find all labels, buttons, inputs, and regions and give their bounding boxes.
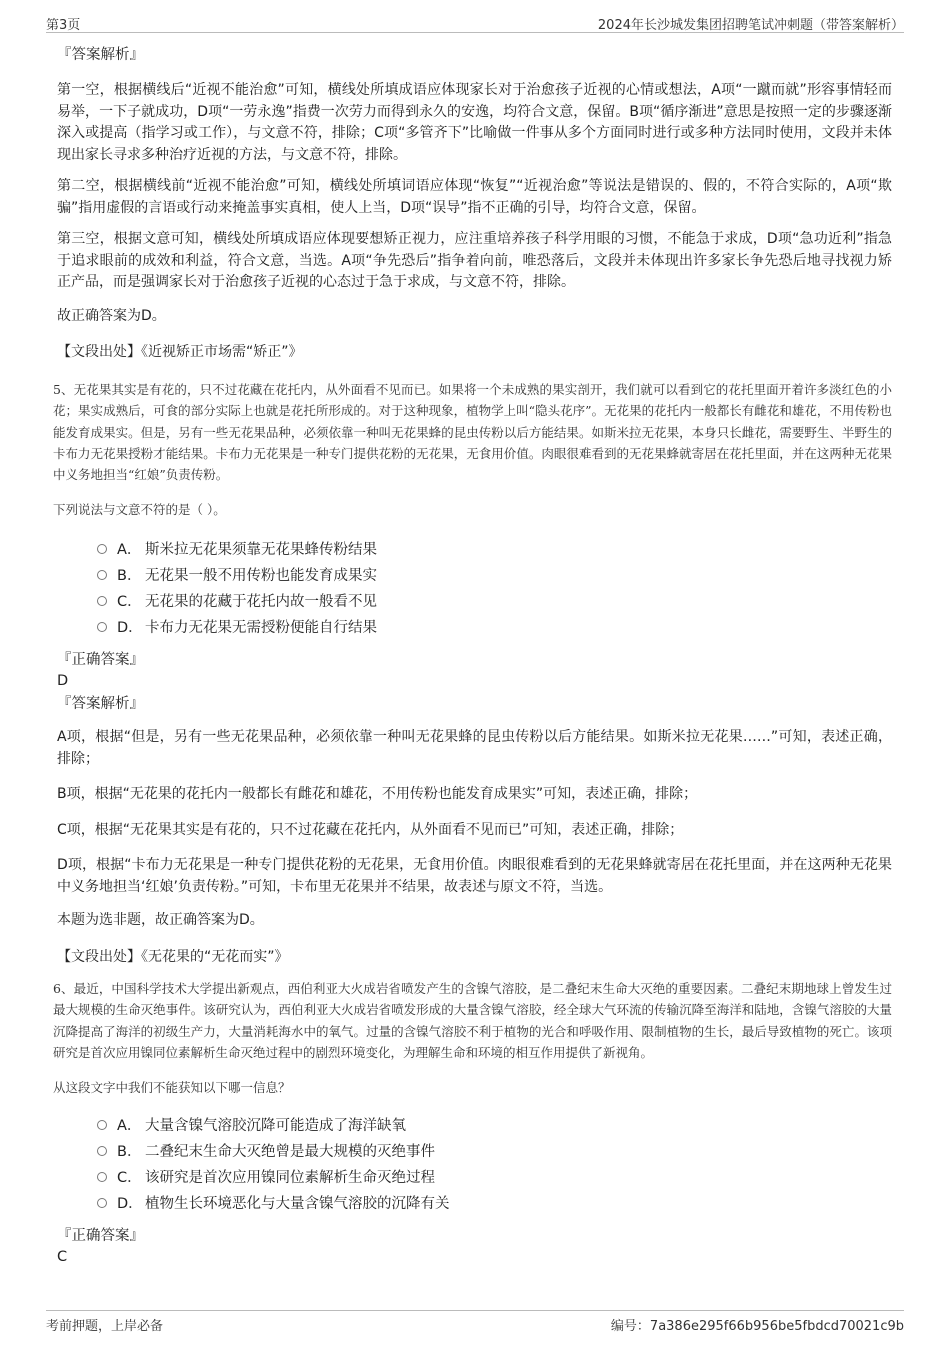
option-text: 植物生长环境恶化与大量含镍气溶胶的沉降有关 bbox=[145, 1196, 450, 1213]
correct-answer: D bbox=[57, 673, 69, 690]
radio-icon[interactable] bbox=[97, 596, 107, 606]
analysis-paragraph: B项，根据“无花果的花托内一般都长有雌花和雄花，不用传粉也能发育成果实”可知，表述正确，排除； bbox=[57, 786, 698, 803]
question-6-options bbox=[97, 1113, 892, 1217]
source-citation: 【文段出处】《近视矫正市场需“矫正”》 bbox=[57, 344, 303, 360]
analysis-label: 『答案解析』 bbox=[57, 696, 144, 713]
option-letter: D． bbox=[117, 620, 143, 637]
option-a[interactable] bbox=[97, 537, 892, 563]
analysis-conclusion: 故正确答案为D。 bbox=[57, 307, 166, 324]
radio-icon[interactable] bbox=[97, 1172, 107, 1182]
analysis-paragraph: A项，根据“但是，另有一些无花果品种，必须依靠一种叫无花果蜂的昆虫传粉以后方能结果。如斯米拉无花果……”可知，表述正确，排除； bbox=[57, 729, 892, 767]
option-b[interactable] bbox=[97, 563, 892, 589]
radio-icon[interactable] bbox=[97, 1198, 107, 1208]
document-title: 2024年长沙城发集团招聘笔试冲刺题（带答案解析） bbox=[597, 18, 904, 33]
source-citation: 【文段出处】《无花果的“无花而实”》 bbox=[57, 948, 289, 965]
analysis-paragraph: C项，根据“无花果其实是有花的，只不过花藏在花托内，从外面看不见而已”可知，表述正确，排除； bbox=[57, 821, 684, 838]
option-text: 无花果一般不用传粉也能发育成果实 bbox=[145, 568, 377, 585]
option-letter: C． bbox=[117, 594, 142, 611]
option-a[interactable] bbox=[97, 1113, 892, 1139]
radio-icon[interactable] bbox=[97, 544, 107, 554]
radio-icon[interactable] bbox=[97, 622, 107, 632]
radio-icon[interactable] bbox=[97, 1120, 107, 1130]
analysis-paragraph: 第一空，根据横线后“近视不能治愈”可知，横线处所填成语应体现家长对于治愈孩子近视的心情或想法，A项“一蹴而就”形容事情轻而易举，一下子就成功，D项“一劳永逸”指费一次劳力而得到永久的安逸，均符合文意，保留。B项“循序渐进”意思是按照一定的步骤逐渐深入或提高（指学习或工作），与文意不符，排除；C项“多管齐下”比喻做一件事从多个方面同时进行或多种方法同时使用，文段并未体现出家长寻求多种治疗近视的方法，与文意不符，排除。 bbox=[57, 82, 892, 163]
option-letter: C． bbox=[117, 1170, 142, 1187]
option-text: 大量含镍气溶胶沉降可能造成了海洋缺氧 bbox=[145, 1118, 406, 1135]
page-header bbox=[46, 12, 904, 33]
question-6-prompt: 从这段文字中我们不能获知以下哪一信息？ bbox=[53, 1080, 291, 1096]
question-5-text: 5、无花果其实是有花的，只不过花藏在花托内，从外面看不见而已。如果将一个未成熟的果实剖开，我们就可以看到它的花托里面开着许多淡红色的小花；果实成熟后，可食的部分实际上也就是花托所形成的。对于这种现象，植物学上叫“隐头花序”。无花果的花托内一般都长有雌花和雄花，不用传粉也能发育成果实。但是，另有一些无花果品种，必须依靠一种叫无花果蜂的昆虫传粉以后方能结果。如斯米拉无花果，本身只长雌花，需要野生、半野生的卡布力无花果授粉才能结果。卡布力无花果是一种专门提供花粉的无花果，无食用价值。肉眼很难看到的无花果蜂就寄居在花托里面，并在这两种无花果中义务地担当“红娘”负责传粉。 bbox=[53, 382, 892, 483]
radio-icon[interactable] bbox=[97, 570, 107, 580]
option-d[interactable] bbox=[97, 1191, 892, 1217]
correct-answer: C bbox=[57, 1249, 68, 1266]
option-text: 该研究是首次应用镍同位素解析生命灭绝过程 bbox=[145, 1170, 435, 1187]
question-6-text: 6、最近，中国科学技术大学提出新观点，西伯利亚大火成岩省喷发产生的含镍气溶胶，是二叠纪末生命大灭绝的重要因素。二叠纪末期地球上曾发生过最大规模的生命灭绝事件。该研究认为，西伯利亚大火成岩省喷发形成的大量含镍气溶胶，经全球大气环流的传输沉降至海洋和陆地，含镍气溶胶的大量沉降提高了海洋的初级生产力，大量消耗海水中的氧气。过量的含镍气溶胶不利于植物的光合和呼吸作用、限制植物的生长，最后导致植物的死亡。该项研究是首次应用镍同位素解析生命灭绝过程中的剧烈环境变化，为理解生命和环境的相互作用提供了新视角。 bbox=[53, 980, 892, 1060]
footer-slogan: 考前押题，上岸必备 bbox=[46, 1319, 164, 1334]
option-b[interactable] bbox=[97, 1139, 892, 1165]
option-letter: D． bbox=[117, 1196, 143, 1213]
option-text: 卡布力无花果无需授粉便能自行结果 bbox=[145, 620, 377, 637]
question-5-prompt: 下列说法与文意不符的是（ ）。 bbox=[53, 502, 226, 518]
analysis-paragraph: D项，根据“卡布力无花果是一种专门提供花粉的无花果，无食用价值。肉眼很难看到的无花果蜂就寄居在花托里面，并在这两种无花果中义务地担当‘红娘’负责传粉。”可知，卡布里无花果并不结果，故表述与原文不符，当选。 bbox=[57, 857, 892, 895]
option-text: 无花果的花藏于花托内故一般看不见 bbox=[145, 594, 377, 611]
option-c[interactable] bbox=[97, 589, 892, 615]
correct-answer-label: 『正确答案』 bbox=[57, 1228, 144, 1245]
option-text: 斯米拉无花果须靠无花果蜂传粉结果 bbox=[145, 542, 377, 559]
option-letter: B． bbox=[117, 1144, 142, 1161]
correct-answer-label: 『正确答案』 bbox=[57, 652, 144, 669]
question-5-options bbox=[97, 537, 892, 641]
analysis-conclusion: 本题为选非题，故正确答案为D。 bbox=[57, 912, 264, 929]
option-letter: B． bbox=[117, 568, 142, 585]
option-c[interactable] bbox=[97, 1165, 892, 1191]
page-footer bbox=[46, 1310, 904, 1335]
option-letter: A． bbox=[117, 542, 142, 559]
page-number: 第3页 bbox=[46, 18, 81, 33]
analysis-paragraph: 第二空，根据横线前“近视不能治愈”可知，横线处所填词语应体现“恢复”“近视治愈”等说法是错误的、假的，不符合实际的，A项“欺骗”指用虚假的言语或行动来掩盖事实真相，使人上当，D项“误导”指不正确的引导，均符合文意，保留。 bbox=[57, 178, 892, 216]
option-text: 二叠纪末生命大灭绝曾是最大规模的灭绝事件 bbox=[145, 1144, 435, 1161]
radio-icon[interactable] bbox=[97, 1146, 107, 1156]
analysis-paragraph: 第三空，根据文意可知，横线处所填成语应体现要想矫正视力，应注重培养孩子科学用眼的习惯，不能急于求成，D项“急功近利”指急于追求眼前的成效和利益，符合文意，当选。A项“争先恐后”指争着向前，唯恐落后，文段并未体现出许多家长争先恐后地寻找视力矫正产品，而是强调家长对于治愈孩子近视的心态过于急于求成，与文意不符，排除。 bbox=[57, 231, 892, 290]
option-letter: A． bbox=[117, 1118, 142, 1135]
analysis-label: 『答案解析』 bbox=[57, 47, 144, 63]
document-id: 编号：7a386e295f66b956be5fbdcd70021c9b bbox=[610, 1319, 904, 1334]
page-content bbox=[53, 44, 892, 1267]
option-d[interactable] bbox=[97, 615, 892, 641]
